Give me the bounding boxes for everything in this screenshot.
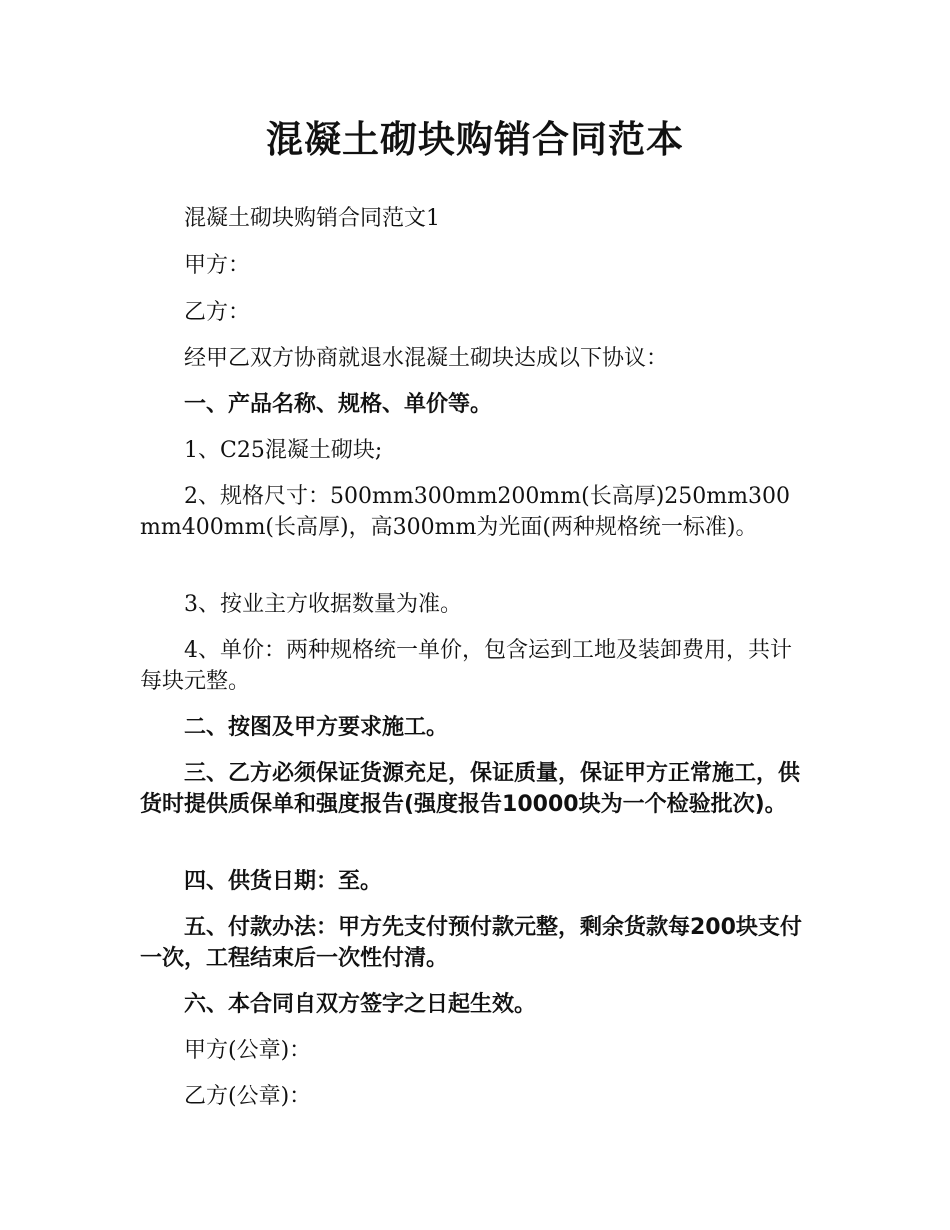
section-4: 四、供货日期：至。 xyxy=(184,869,383,894)
party-a-line: 甲方： xyxy=(184,253,251,278)
item-4: 4、单价：两种规格统一单价，包含运到工地及装卸费用，共计每块元整。 xyxy=(140,638,792,694)
agreement-intro: 经甲乙双方协商就退水混凝土砌块达成以下协议： xyxy=(184,346,669,371)
section-3: 三、乙方必须保证货源充足，保证质量，保证甲方正常施工，供货时提供质保单和强度报告(强度报告10000块为一个检验批次)。 xyxy=(140,761,801,817)
section-5: 五、付款办法：甲方先支付预付款元整，剩余货款每200块支付一次，工程结束后一次性付清。 xyxy=(140,915,802,971)
subtitle-paragraph: 混凝土砌块购销合同范文1 xyxy=(184,206,440,231)
party-a-seal: 甲方(公章)： xyxy=(184,1038,312,1063)
section-6: 六、本合同自双方签字之日起生效。 xyxy=(184,992,537,1017)
document-title: 混凝土砌块购销合同范本 xyxy=(266,118,684,161)
item-3: 3、按业主方收据数量为准。 xyxy=(184,592,462,617)
section-2: 二、按图及甲方要求施工。 xyxy=(184,715,449,740)
item-1: 1、C25混凝土砌块; xyxy=(184,438,383,463)
party-b-line: 乙方： xyxy=(184,300,251,325)
section-1-heading: 一、产品名称、规格、单价等。 xyxy=(184,392,493,417)
party-b-seal: 乙方(公章)： xyxy=(184,1084,312,1109)
item-2: 2、规格尺寸：500mm300mm200mm(长高厚)250mm300mm400mm(长高厚)，高300mm为光面(两种规格统一标准)。 xyxy=(140,484,791,540)
